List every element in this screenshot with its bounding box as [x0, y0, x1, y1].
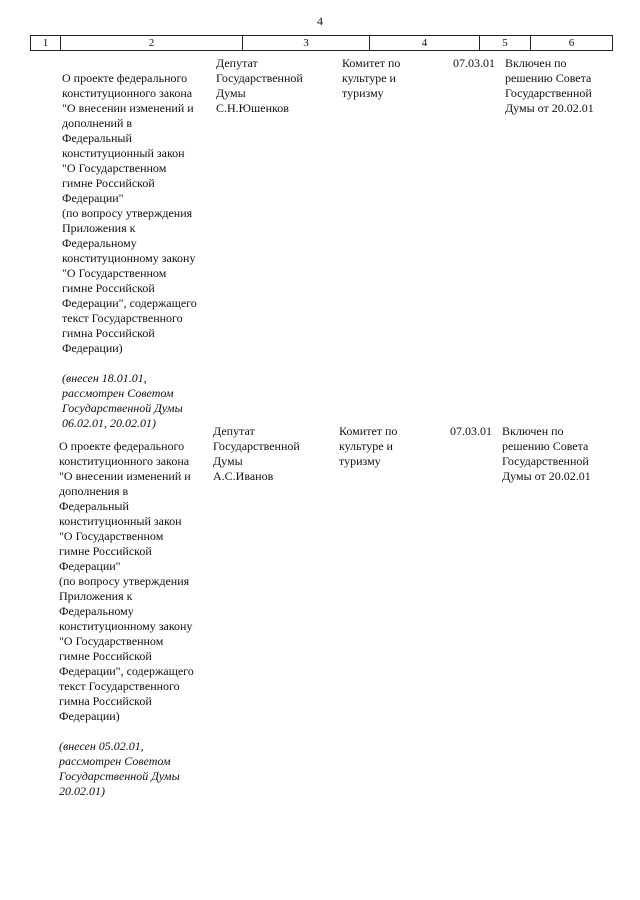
- column-header-4: 4: [421, 37, 428, 49]
- status-cell: Включен по решению Совета Государственной Думы от 20.02.01: [505, 56, 594, 115]
- column-header-3: 3: [303, 37, 309, 49]
- author-cell: Депутат Государственной Думы С.Н.Юшенков: [216, 56, 303, 115]
- bill-submission-note: (внесен 18.01.01, рассмотрен Советом Государственной Думы 06.02.01, 20.02.01): [62, 371, 183, 430]
- table-header-row: [30, 35, 613, 51]
- date-cell: 07.03.01: [453, 56, 495, 70]
- column-header-1: 1: [42, 37, 49, 49]
- column-header-5: 5: [502, 37, 508, 49]
- bill-title-cell: [62, 56, 212, 446]
- bill-submission-note: (внесен 05.02.01, рассмотрен Советом Государственной Думы 20.02.01): [59, 739, 180, 798]
- date-cell: 07.03.01: [450, 424, 492, 438]
- column-header-6: 6: [568, 37, 575, 49]
- bill-title: О проекте федерального конституционного закона "О внесении изменений и дополнений в Федеральный конституционный закон "О Государственном гимне Российской Федерации" (по вопросу утверждения Приложения к Федеральному конституционному закону "О Государственном гимне Российской Федерации", содержащего текст Государственного гимна Российской Федерации): [62, 71, 197, 355]
- committee-cell: Комитет по культуре и туризму: [339, 424, 398, 468]
- author-cell: Депутат Государственной Думы А.С.Иванов: [213, 424, 300, 483]
- status-cell: Включен по решению Совета Государственной Думы от 20.02.01: [502, 424, 591, 483]
- committee-cell: Комитет по культуре и туризму: [342, 56, 401, 100]
- bill-title: О проекте федерального конституционного закона "О внесении изменений и дополнения в Федеральный конституционный закон "О Государственном гимне Российской Федерации" (по вопросу утверждения Приложения к Федеральному конституционному закону "О Государственном гимне Российской Федерации", содержащего текст Государственного гимна Российской Федерации): [59, 439, 194, 723]
- page-number: 4: [317, 14, 323, 28]
- column-header-2: 2: [148, 37, 155, 49]
- bill-title-cell: [59, 424, 209, 814]
